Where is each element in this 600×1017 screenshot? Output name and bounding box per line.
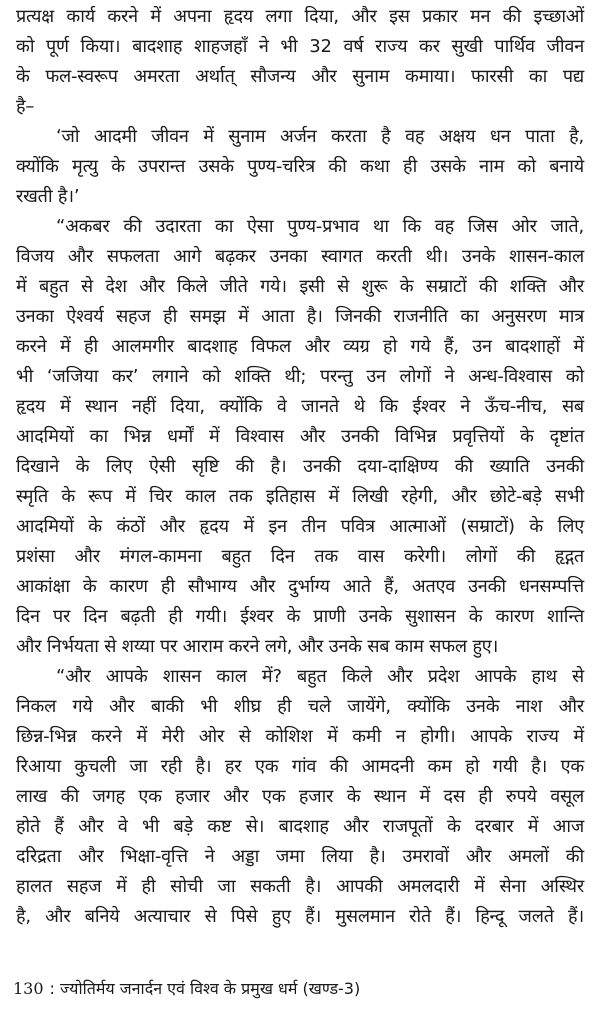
text-line: भी ‘जजिया कर’ लगाने को शक्ति थी; परन्तु उन लोगों ने अन्ध-विश्वास को [16, 366, 584, 387]
document-body [16, 2, 584, 932]
text-line: निकल गये और बाकी भी शीघ्र ही चले जायेंगे, क्योंकि उनके नाश और [16, 696, 584, 717]
text-line: रिआया कुचली जा रही है। हर एक गांव की आमदनी कम हो गयी है। एक [16, 756, 584, 777]
text-line: और निर्भयता से शय्या पर आराम करने लगे, और उनके सब काम सफल हुए। [16, 636, 499, 657]
paragraph-start-line: “अकबर की उदारता का ऐसा पुण्य-प्रभाव था कि वह जिस ओर जाते, [56, 216, 584, 237]
page-footer [13, 976, 360, 1002]
text-line: आदमियों के कंठों और हृदय में इन तीन पवित्र आत्माओं (सम्राटों) के लिए [16, 516, 584, 537]
text-line: आदमियों का भिन्न धर्मों में विश्वास और उनकी विभिन्न प्रवृत्तियों के दृष्टांत [16, 426, 584, 447]
page-number: 130 [13, 979, 44, 998]
paragraph-start-line: “और आपके शासन काल में? बहुत किले और प्रदेश आपके हाथ से [56, 666, 584, 687]
text-line: स्मृति के रूप में चिर काल तक इतिहास में लिखी रहेगी, और छोटे-बड़े सभी [16, 486, 584, 507]
text-line: छिन्न-भिन्न करने में मेरी ओर से कोशिश में कमी न होगी। आपके राज्य में [16, 726, 584, 747]
text-line: दिन पर दिन बढ़ती ही गयी। ईश्वर के प्राणी उनके सुशासन के कारण शान्ति [16, 606, 584, 627]
quote-line: रखती है।’ [16, 186, 80, 207]
text-line: प्रत्यक्ष कार्य करने में अपना हृदय लगा दिया, और इस प्रकार मन की इच्छाओं [16, 6, 584, 27]
text-line: हालत सहज में ही सोची जा सकती है। आपकी अमलदारी में सेना अस्थिर [16, 876, 584, 897]
quote-line: क्योंकि मृत्यु के उपरान्त उसके पुण्य-चरित्र की कथा ही उसके नाम को बनाये [16, 156, 584, 177]
text-line: है– [16, 96, 35, 117]
quote-line: ‘जो आदमी जीवन में सुनाम अर्जन करता है वह अक्षय धन पाता है, [56, 126, 584, 147]
text-line: उनका ऐश्वर्य सहज ही समझ में आता है। जिनकी राजनीति का अनुसरण मात्र [16, 306, 584, 327]
text-line: विजय और सफलता आगे बढ़कर उनका स्वागत करती थी। उनके शासन-काल [16, 246, 584, 267]
text-line: के फल-स्वरूप अमरता अर्थात् सौजन्य और सुनाम कमाया। फारसी का पद्य [16, 66, 584, 87]
text-line: दरिद्रता और भिक्षा-वृत्ति ने अड्डा जमा लिया है। उमरावों और अमलों की [16, 846, 584, 867]
text-line: में बहुत से देश और किले जीते गये। इसी से शुरू के सम्राटों की शक्ति और [16, 276, 584, 297]
text-line: करने में ही आलमगीर बादशाह विफल और व्यग्र हो गये हैं, उन बादशाहों में [16, 336, 584, 357]
text-line: है, और बनिये अत्याचार से पिसे हुए हैं। मुसलमान रोते हैं। हिन्दू जलते हैं। [16, 906, 584, 927]
text-line: लाख की जगह एक हजार और एक हजार के स्थान में दस ही रुपये वसूल [16, 786, 584, 807]
text-line: को पूर्ण किया। बादशाह शाहजहाँ ने भी 32 वर्ष राज्य कर सुखी पार्थिव जीवन [16, 36, 584, 57]
text-line: हृदय में स्थान नहीं दिया, क्योंकि वे जानते थे कि ईश्वर ने ऊँच-नीच, सब [16, 396, 584, 417]
text-line: होते हैं और वे भी बड़े कष्ट से। बादशाह और राजपूतों के दरबार में आज [16, 816, 584, 837]
text-line: आकांक्षा के कारण ही सौभाग्य और दुर्भाग्य आते हैं, अतएव उनकी धनसम्पत्ति [16, 576, 584, 597]
text-line: दिखाने के लिए ऐसी सृष्टि की है। उनकी दया-दाक्षिण्य की ख्याति उनकी [16, 456, 584, 477]
running-title: : ज्योतिर्मय जनार्दन एवं विश्व के प्रमुख धर्म (खण्ड-3) [49, 979, 361, 998]
text-line: प्रशंसा और मंगल-कामना बहुत दिन तक वास करेगी। लोगों की हृद्गत [16, 546, 584, 567]
